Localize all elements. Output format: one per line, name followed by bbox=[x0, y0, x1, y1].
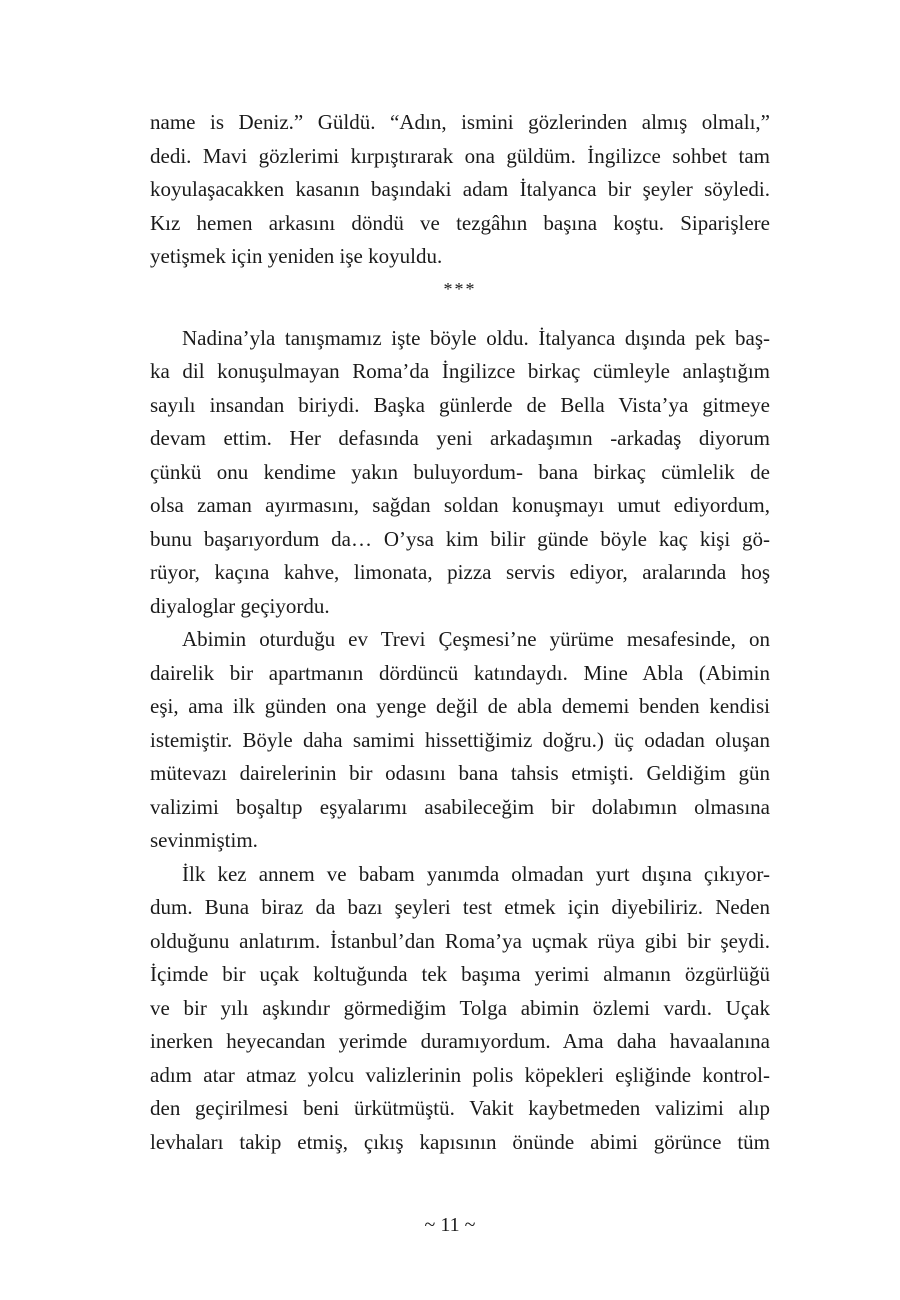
text-line: koyulaşacakken kasanın başındaki adam İtalyanca bir şeyler söyledi. bbox=[150, 177, 770, 201]
paragraph bbox=[150, 106, 770, 274]
text-line: rüyor, kaçına kahve, limonata, pizza servis ediyor, aralarında hoş bbox=[150, 560, 770, 584]
text-line: ka dil konuşulmayan Roma’da İngilizce birkaç cümleyle anlaştığım bbox=[150, 359, 770, 383]
text-line: yetişmek için yeniden işe koyuldu. bbox=[150, 244, 443, 268]
text-line: istemiştir. Böyle daha samimi hissettiğimiz doğru.) üç odadan oluşan bbox=[150, 727, 770, 752]
text-line: valizimi boşaltıp eşyalarımı asabileceğim bir dolabımın olmasına bbox=[150, 794, 770, 819]
text-line: diyaloglar geçiyordu. bbox=[150, 593, 330, 618]
text-line: çünkü onu kendime yakın buluyordum- bana birkaç cümlelik de bbox=[150, 459, 770, 484]
text-line: dum. Buna biraz da bazı şeyleri test etmek için diyebiliriz. Neden bbox=[150, 895, 770, 919]
text-line: bunu başarıyordum da… O’ysa kim bilir günde böyle kaç kişi gö- bbox=[150, 526, 770, 551]
text-line: eşi, ama ilk günden ona yenge değil de abla dememi benden kendisi bbox=[150, 694, 770, 718]
text-line: den geçirilmesi beni ürkütmüştü. Vakit kaybetmeden valizimi alıp bbox=[150, 1096, 770, 1120]
text-line: olsa zaman ayırmasını, sağdan soldan konuşmayı umut ediyordum, bbox=[150, 493, 770, 517]
text-line: Kız hemen arkasını döndü ve tezgâhın başına koştu. Siparişlere bbox=[150, 210, 770, 235]
text-line: Abimin oturduğu ev Trevi Çeşmesi’ne yürüme mesafesinde, on bbox=[182, 627, 770, 651]
text-line: İlk kez annem ve babam yanımda olmadan yurt dışına çıkıyor- bbox=[182, 861, 770, 886]
section-separator: *** bbox=[443, 278, 477, 299]
text-line: adım atar atmaz yolcu valizlerinin polis köpekleri eşliğinde kontrol- bbox=[150, 1062, 770, 1087]
text-line: name is Deniz.” Güldü. “Adın, ismini gözlerinden almış olmalı,” bbox=[150, 110, 770, 134]
text-line: levhaları takip etmiş, çıkış kapısının önünde abimi görünce tüm bbox=[150, 1129, 770, 1154]
paragraph bbox=[150, 623, 770, 858]
text-line: Nadina’yla tanışmamız işte böyle oldu. İtalyanca dışında pek baş- bbox=[182, 325, 770, 350]
text-line: sayılı insandan biriydi. Başka günlerde de Bella Vista’ya gitmeye bbox=[150, 392, 770, 417]
page-body bbox=[150, 106, 770, 1159]
page-number: ~ 11 ~ bbox=[424, 1214, 476, 1236]
text-line: inerken heyecandan yerimde duramıyordum. Ama daha havaalanına bbox=[150, 1029, 770, 1053]
text-line: İçimde bir uçak koltuğunda tek başıma yerimi almanın özgürlüğü bbox=[150, 962, 770, 986]
text-line: devam ettim. Her defasında yeni arkadaşımın -arkadaş diyorum bbox=[150, 426, 770, 450]
paragraph bbox=[150, 858, 770, 1160]
paragraph bbox=[150, 322, 770, 624]
text-line: mütevazı dairelerinin bir odasını bana tahsis etmişti. Geldiğim gün bbox=[150, 761, 770, 785]
text-line: dairelik bir apartmanın dördüncü katındaydı. Mine Abla (Abimin bbox=[150, 660, 770, 685]
text-line: sevinmiştim. bbox=[150, 828, 258, 852]
text-line: ve bir yılı aşkındır görmediğim Tolga abimin özlemi vardı. Uçak bbox=[150, 995, 770, 1020]
text-line: olduğunu anlatırım. İstanbul’dan Roma’ya uçmak rüya gibi bir şeydi. bbox=[150, 928, 770, 953]
text-line: dedi. Mavi gözlerimi kırpıştırarak ona güldüm. İngilizce sohbet tam bbox=[150, 143, 770, 168]
